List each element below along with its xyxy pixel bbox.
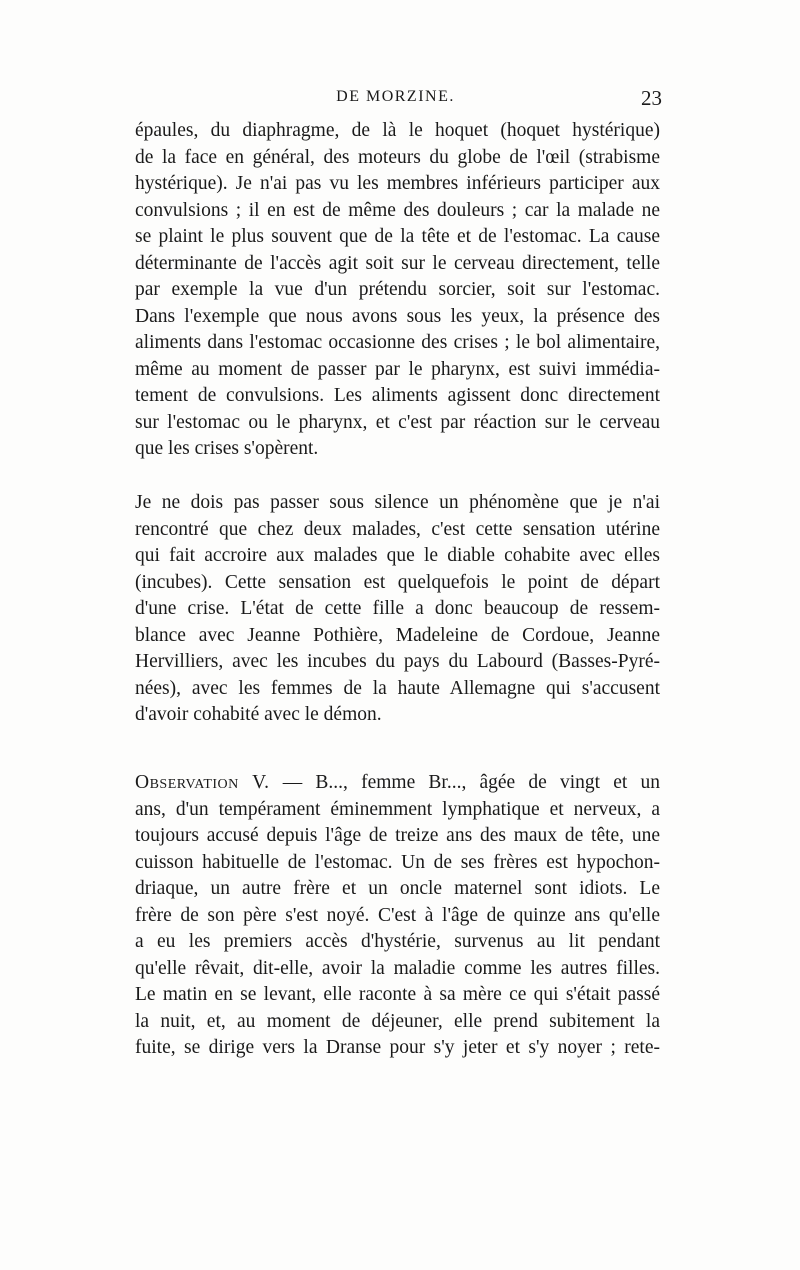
text-line: de la face en général, des moteurs du globe de l'œil (strabisme xyxy=(135,146,660,168)
running-title: DE MORZINE. xyxy=(336,88,455,105)
text-line: (incubes). Cette sensation est quelquefois le point de départ xyxy=(135,571,660,593)
text-line: d'avoir cohabité avec le démon. xyxy=(135,704,382,725)
text-line: Je ne dois pas passer sous silence un phénomène que je n'ai xyxy=(135,492,660,513)
text-line: se plaint le plus souvent que de la tête et de l'estomac. La cause xyxy=(135,226,660,247)
text-line: driaque, un autre frère et un oncle maternel sont idiots. Le xyxy=(135,878,660,899)
observation-label: Observation V. xyxy=(135,772,270,793)
text-line: Le matin en se levant, elle raconte à sa mère ce qui s'était passé xyxy=(135,984,660,1005)
text-line: cuisson habituelle de l'estomac. Un de ses frères est hypochon- xyxy=(135,851,660,873)
observation-paragraph xyxy=(135,770,660,1062)
text-line: par exemple la vue d'un prétendu sorcier, soit sur l'estomac. xyxy=(135,279,660,300)
paragraph-1 xyxy=(135,118,660,463)
text-line: tement de convulsions. Les aliments agissent donc directement xyxy=(135,385,660,406)
text-line: qu'elle rêvait, dit-elle, avoir la maladie comme les autres filles. xyxy=(135,957,660,979)
text-line: aliments dans l'estomac occasionne des crises ; le bol alimentaire, xyxy=(135,332,660,353)
paragraph-2 xyxy=(135,490,660,729)
text-line: nées), avec les femmes de la haute Allemagne qui s'accusent xyxy=(135,677,660,699)
text-line: déterminante de l'accès agit soit sur le cerveau directement, telle xyxy=(135,252,660,274)
text-line: blance avec Jeanne Pothière, Madeleine de Cordoue, Jeanne xyxy=(135,624,660,646)
text-line: frère de son père s'est noyé. C'est à l'âge de quinze ans qu'elle xyxy=(135,904,660,926)
page-number: 23 xyxy=(641,86,662,110)
text-line: fuite, se dirige vers la Dranse pour s'y jeter et s'y noyer ; rete- xyxy=(135,1037,660,1058)
text-line: même au moment de passer par le pharynx, est suivi immédia- xyxy=(135,358,660,380)
text-line: sur l'estomac ou le pharynx, et c'est par réaction sur le cerveau xyxy=(135,411,660,433)
text-line-rest: — B..., femme Br..., âgée de vingt et un xyxy=(269,772,660,793)
running-head xyxy=(133,86,662,114)
text-line: Hervilliers, avec les incubes du pays du Labourd (Basses-Pyré- xyxy=(135,651,660,672)
text-line: hystérique). Je n'ai pas vu les membres inférieurs participer aux xyxy=(135,173,660,194)
text-line: d'une crise. L'état de cette fille a donc beaucoup de ressem- xyxy=(135,598,660,619)
text-line: épaules, du diaphragme, de là le hoquet (hoquet hystérique) xyxy=(135,120,660,141)
text-line: a eu les premiers accès d'hystérie, survenus au lit pendant xyxy=(135,931,660,952)
text-line: Dans l'exemple que nous avons sous les yeux, la présence des xyxy=(135,305,660,327)
text-line: ans, d'un tempérament éminemment lymphatique et nerveux, a xyxy=(135,798,660,820)
text-line: convulsions ; il en est de même des douleurs ; car la malade ne xyxy=(135,199,660,221)
text-line: rencontré que chez deux malades, c'est cette sensation utérine xyxy=(135,518,660,540)
text-line: que les crises s'opèrent. xyxy=(135,438,319,459)
text-line: qui fait accroire aux malades que le diable cohabite avec elles xyxy=(135,545,660,566)
text-line xyxy=(135,770,660,797)
text-line: toujours accusé depuis l'âge de treize ans des maux de tête, une xyxy=(135,825,660,846)
text-line: la nuit, et, au moment de déjeuner, elle prend subitement la xyxy=(135,1010,660,1032)
